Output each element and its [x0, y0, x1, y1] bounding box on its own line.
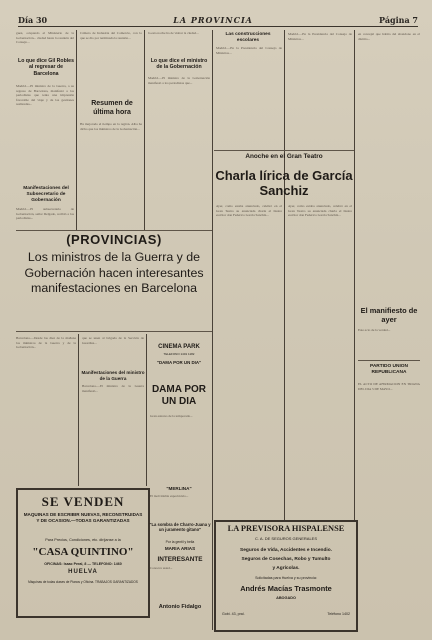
- charro-small: Por la gentil y bella: [165, 540, 195, 544]
- cinema-phone: TELEFONO 1401 1182: [163, 352, 195, 356]
- column-rule: [144, 30, 145, 230]
- interesante-body: Conozca usted...: [150, 566, 173, 570]
- merlina-title: "MERLINA": [166, 486, 192, 491]
- column-rule: [354, 30, 355, 520]
- lower-mid-body: que se unen al brigada de la Sección de Guardias...: [82, 336, 144, 345]
- se-venden-body-2: Para Precios, Condiciones, etc. diríjanse a la: [45, 538, 121, 542]
- headline-rule: [16, 230, 212, 231]
- interesante-heading: INTERESANTE: [157, 556, 203, 563]
- partido-rule: [358, 360, 420, 361]
- charla-body-right: Ayer, como estaba anunciado, celebró en el Gran Teatro su anunciada charla el ilustre escritor don Federico García Sanchiz...: [288, 204, 352, 218]
- construcciones-body: Madrid.—En la Presidencia del Consejo de Ministros...: [216, 46, 282, 55]
- previsora-line-2: Seguros de Cosechas, Robo y Tumulto: [241, 557, 331, 562]
- column-rule: [212, 30, 213, 630]
- lower-mid-heading: Manifestaciones del ministro de la Guerra: [81, 370, 145, 381]
- col2-top-text: Cámara de Industria del Comercio, con lo que se dio por terminada la reunión...: [80, 31, 142, 40]
- partido-body: EL ACTO DE AFIRMACION EN TRIANA DEL DIA 5 DE MAYO...: [358, 382, 420, 391]
- col1-body-1: Madrid.—El ministro de la Guerra, a su regreso de Barcelona, manifestó a los periodistas que tenía una impresión favorable del viaje y de las gestiones realizadas...: [16, 84, 74, 107]
- column-rule: [78, 334, 79, 486]
- header-masthead: LA PROVINCIA: [173, 15, 253, 25]
- se-venden-footer: Máquinas de todas clases de Pianos y Oficina. TRABAJOS GARANTIZADOS: [28, 580, 138, 584]
- lower-mid-body-2: Barcelona.—El ministro de la Guerra manifestó...: [82, 384, 144, 393]
- header-page-number: Página 7: [379, 15, 418, 25]
- charla-heading: Charla lírica de García Sanchiz: [215, 168, 353, 198]
- col1-top-text: guez, ocupando el Ministerio de la Gobernación... ciudad hasta la reunión del Consejo...: [16, 31, 74, 45]
- previsora-role: ABOGADO: [276, 596, 296, 600]
- previsora-line-4: Solicitadas para Huelva y su provincia:: [255, 576, 317, 580]
- header-date: Día 30: [18, 15, 48, 25]
- cinema-title: CINEMA PARK: [158, 344, 200, 350]
- column-rule: [76, 30, 77, 230]
- cinema-quote: "DAMA POR UN DIA": [156, 360, 202, 365]
- se-venden-title: SE VENDEN: [41, 494, 125, 509]
- se-venden-body: MAQUINAS DE ESCRIBIR NUEVAS, RECONSTRUIDAS Y DE OCASION.—TODAS GARANTIZADAS: [23, 512, 143, 523]
- page-header: [18, 14, 418, 27]
- se-venden-city: HUELVA: [68, 569, 98, 575]
- headline-main: Los ministros de la Guerra y de Gobernación hacen interesantes manifestaciones en Barcelona: [24, 250, 204, 296]
- col2-body: Ha mejorado el tiempo en la región. Alba ha dicho que los ministros de la Gobernación...: [80, 122, 142, 131]
- merlina-body: El inolvidable espectáculo...: [150, 494, 189, 498]
- se-venden-address: OFICINAS: Isaac Peral, 8 — TELEFONO: 1460: [44, 562, 122, 566]
- antonio-fidalgo: Antonio Fidalgo: [158, 604, 202, 610]
- manifiesto-body: Este acto de la verdad...: [358, 328, 391, 332]
- charro-name: MARIA ARIAS: [164, 546, 196, 551]
- manifiesto-heading: El manifiesto de ayer: [360, 306, 418, 324]
- cinema-dama-heading: DAMA POR UN DIA: [151, 384, 207, 407]
- col5-body: Madrid.—En la Presidencia del Consejo de Ministros...: [288, 32, 352, 41]
- casa-quintino-name: "CASA QUINTINO": [32, 546, 134, 558]
- previsora-sub: C. A. DE SEGUROS GENERALES: [254, 536, 318, 541]
- cinema-body: Gran estreno de la temporada...: [150, 414, 193, 418]
- previsora-foot-right: Teléfono 1402: [327, 612, 350, 616]
- lower-left-body: Barcelona.—Desde las diez de la mañana los ministros de la Guerra y de la Gobernación...: [16, 336, 76, 350]
- charro-title: "La sombra de Charro-Juana y un juramento gitano": [149, 522, 211, 533]
- col3-top-text: la esta noche ha de visitar la ciudad...: [148, 31, 199, 35]
- col3-body: Madrid.—El ministro de la Gobernación manifestó a los periodistas que...: [148, 76, 210, 85]
- previsora-foot-left: Gobi. 43, pral.: [222, 612, 245, 616]
- previsora-line-1: Seguros de Vida, Accidentes e Incendio.: [240, 548, 332, 553]
- col2-heading-resumen: Resumen de última hora: [91, 100, 133, 116]
- col1-heading-gil-robles: Lo que dice Gil Robles al regresar de Barcelona: [18, 58, 74, 77]
- previsora-title: LA PREVISORA HISPALENSE: [227, 524, 345, 533]
- headline-bracket: (PROVINCIAS): [66, 232, 162, 247]
- column-rule: [146, 334, 147, 486]
- col3-heading-ministro-gobernacion: Lo que dice el ministro de la Gobernación: [150, 58, 208, 71]
- column-rule: [284, 30, 285, 520]
- previsora-line-3: y Agrícolas.: [272, 566, 300, 571]
- headline-bottom-rule: [16, 331, 212, 332]
- charla-top-rule: [214, 150, 354, 151]
- construcciones-heading: Las construcciones escolares: [225, 32, 271, 43]
- charla-body-left: Ayer, como estaba anunciado, celebró en el Gran Teatro su anunciada charla el ilustre escritor don Federico García Sanchiz...: [216, 204, 282, 218]
- col1-body-2: Madrid.—El subsecretario de Gobernación, señor Delgado, recibió a los periodistas...: [16, 207, 74, 221]
- partido-heading: PARTIDO UNION REPUBLICANA: [369, 364, 409, 375]
- col1-heading-subsecretario: Manifestaciones del Subsecretario de Gobernación: [23, 186, 69, 203]
- previsora-agent-name: Andrés Macías Trasmonte: [240, 584, 332, 593]
- far-right-body: en concejal que habita del abandono en el distrito...: [358, 32, 420, 41]
- anoche-heading: Anoche en el Gran Teatro: [245, 153, 323, 160]
